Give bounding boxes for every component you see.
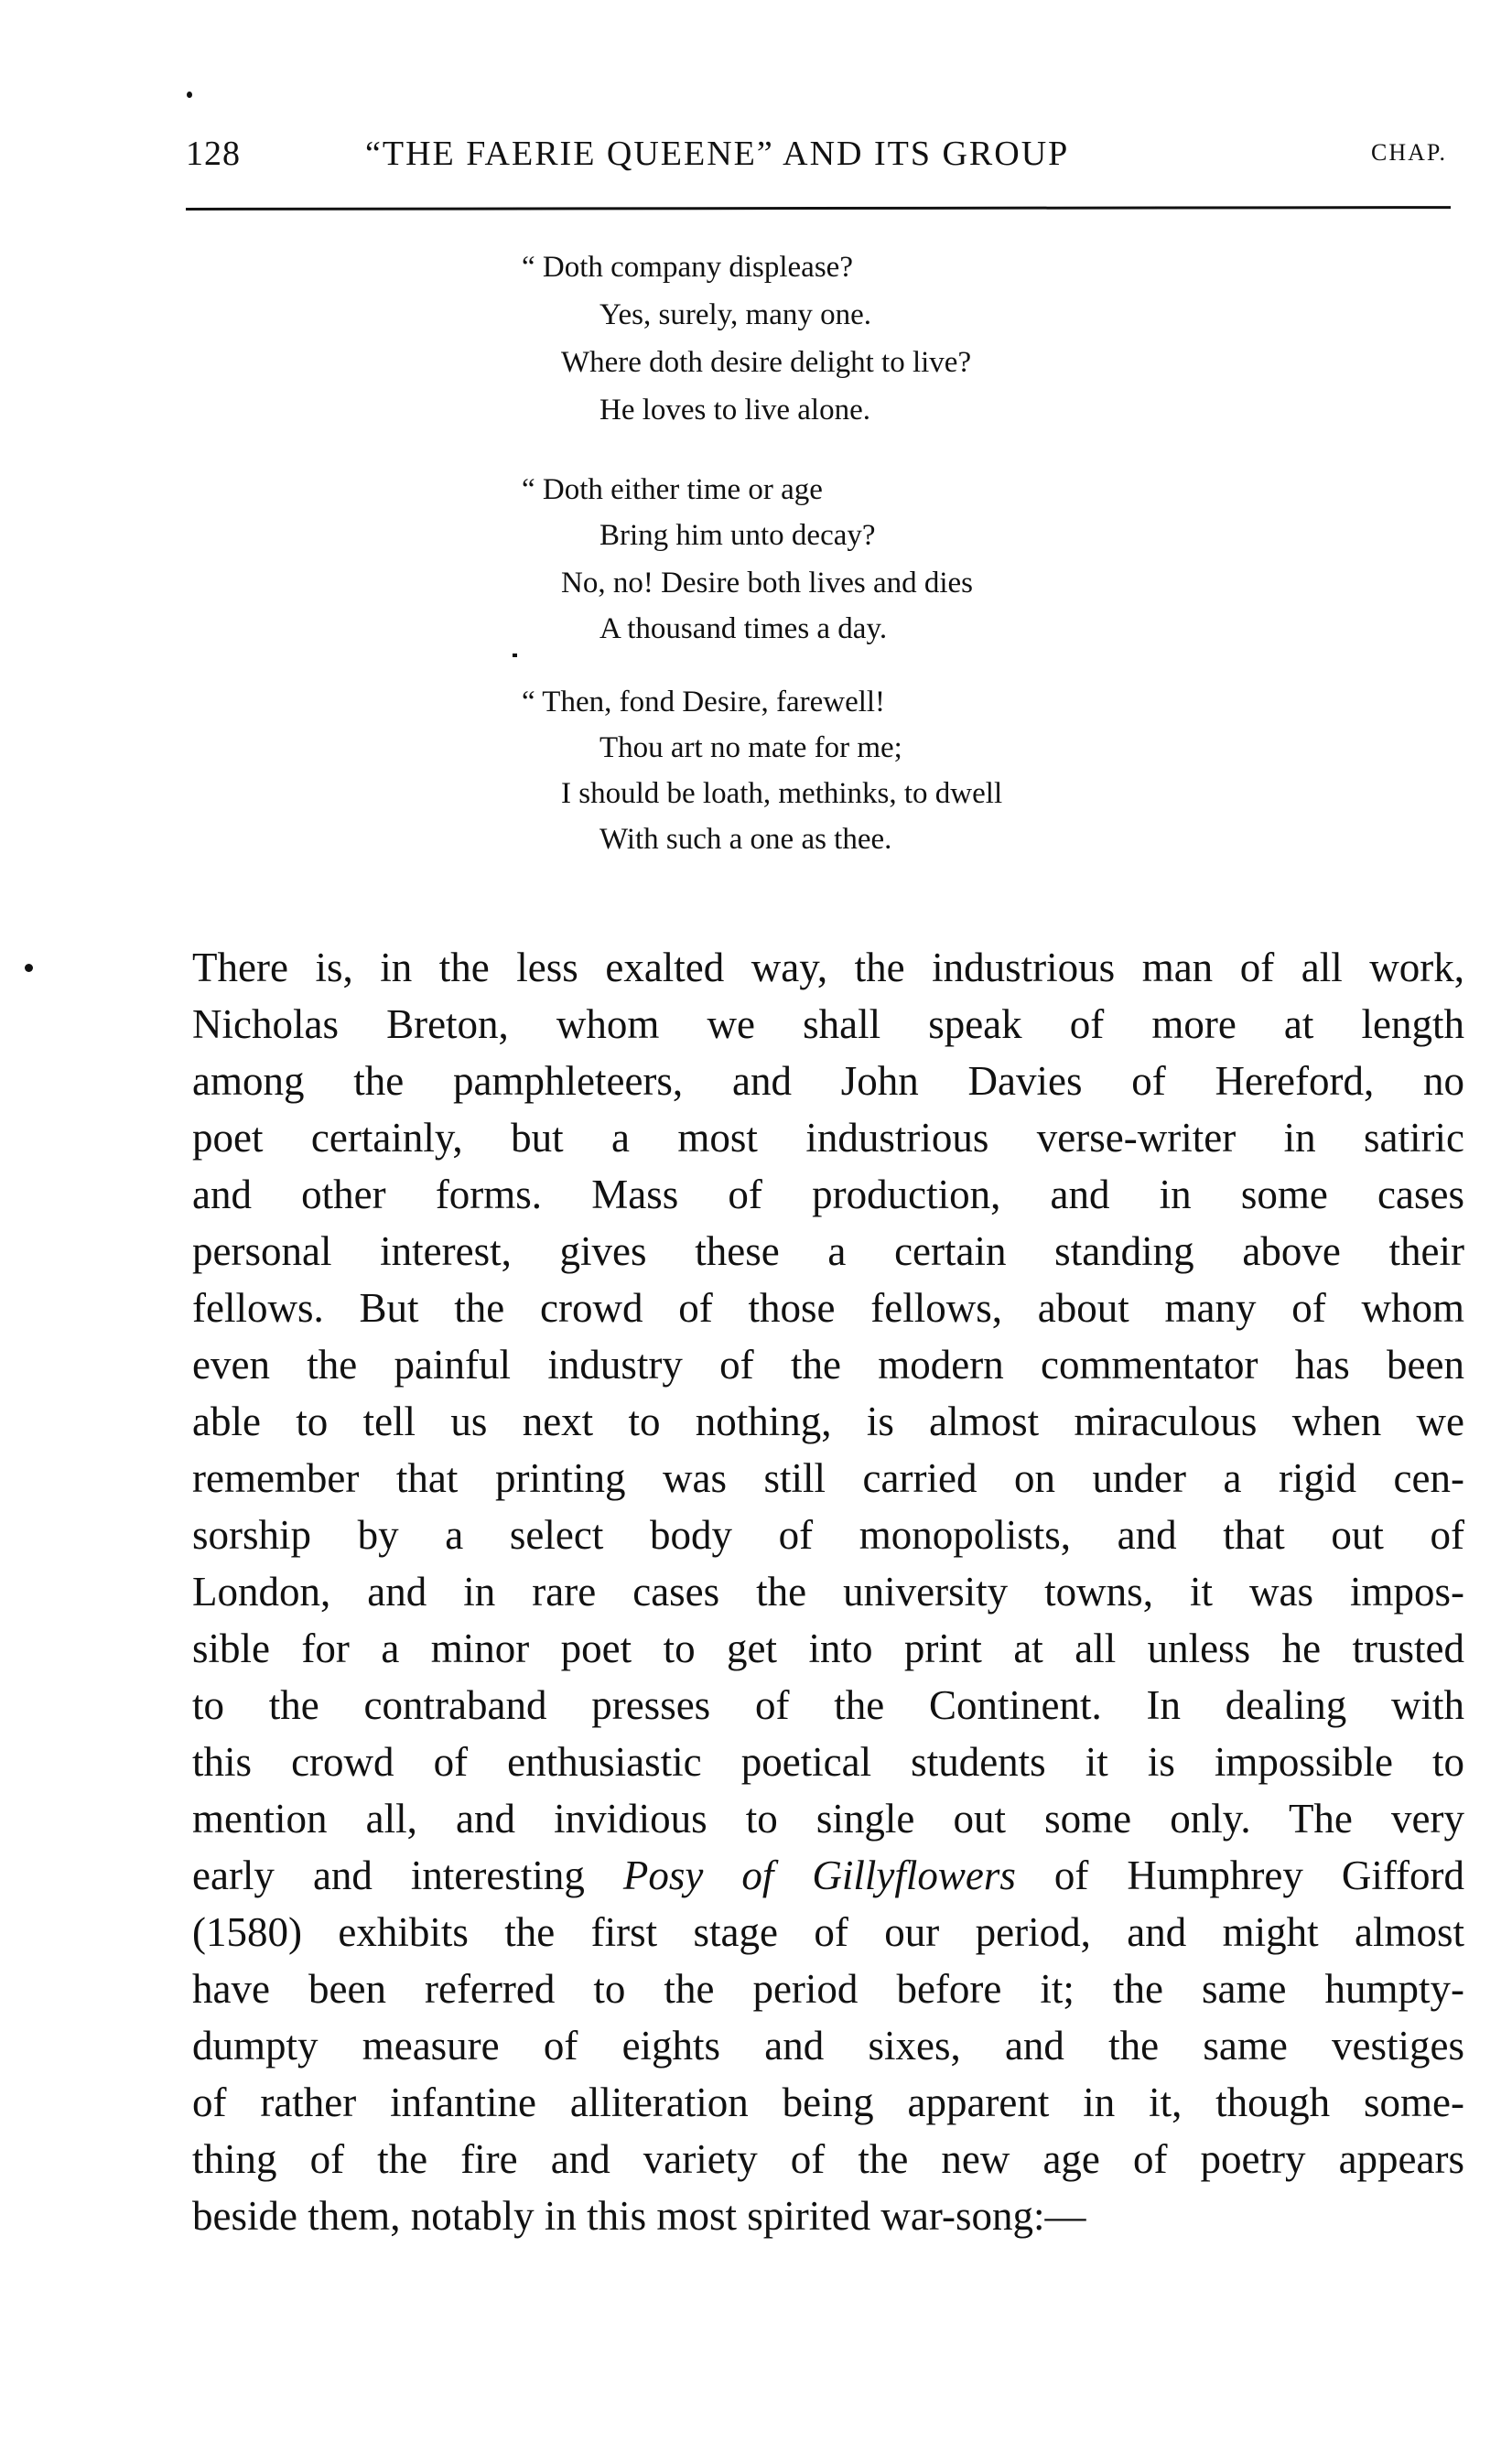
paragraph-line: able to tell us next to nothing, is almost miraculous when we <box>192 1399 1464 1444</box>
paragraph-line: thing of the fire and variety of the new age of poetry appears <box>192 2136 1464 2182</box>
paragraph-line <box>192 1850 1464 1901</box>
paragraph-line: personal interest, gives these a certain standing above their <box>192 1228 1464 1274</box>
paragraph-line: sible for a minor poet to get into print at all unless he trusted <box>192 1626 1464 1671</box>
verse-line: A thousand times a day. <box>599 612 888 645</box>
verse-line: He loves to live alone. <box>599 394 871 427</box>
verse-line: Bring him unto decay? <box>599 519 876 552</box>
verse-line: Yes, surely, many one. <box>599 298 871 331</box>
paragraph-line: Nicholas Breton, whom we shall speak of more at length <box>192 1001 1464 1047</box>
paragraph-line: mention all, and invidious to single out some only. The very <box>192 1796 1464 1842</box>
paragraph-line: and other forms. Mass of production, and in some cases <box>192 1172 1464 1217</box>
chapter-label: CHAP. <box>1371 139 1447 166</box>
verse-line: Thou art no mate for me; <box>599 731 902 764</box>
running-title: “THE FAERIE QUEENE” AND ITS GROUP <box>365 135 1070 173</box>
verse-line: Where doth desire delight to live? <box>561 346 972 379</box>
paragraph-line: even the painful industry of the modern commentator has been <box>192 1342 1464 1388</box>
verse-line: I should be loath, methinks, to dwell <box>561 777 1003 810</box>
paragraph-line: remember that printing was still carried on under a rigid cen- <box>192 1455 1464 1501</box>
paragraph-line: (1580) exhibits the first stage of our period, and might almost <box>192 1909 1464 1955</box>
verse-line: No, no! Desire both lives and dies <box>561 567 973 600</box>
paragraph-line: sorship by a select body of monopolists, and that out of <box>192 1512 1464 1558</box>
verse-line: “ Doth either time or age <box>522 473 823 506</box>
running-head <box>186 134 1451 179</box>
paragraph-line: There is, in the less exalted way, the industrious man of all work, <box>192 945 1464 990</box>
scan-speck <box>513 654 517 657</box>
paragraph-line: fellows. But the crowd of those fellows, about many of whom <box>192 1285 1464 1331</box>
paragraph-line: dumpty measure of eights and sixes, and the same vestiges <box>192 2023 1464 2069</box>
book-title-italic: Posy of Gillyflowers <box>622 1853 1016 1898</box>
paragraph-line: have been referred to the period before it; the same humpty- <box>192 1966 1464 2012</box>
paragraph-line: of rather infantine alliteration being apparent in it, though some- <box>192 2080 1464 2125</box>
text-run: of Humphrey Gifford <box>1015 1853 1464 1898</box>
text-run: early and interesting <box>192 1853 623 1898</box>
verse-line: “ Doth company displease? <box>522 251 853 284</box>
paragraph-line: beside them, notably in this most spirited war-song:— <box>192 2193 1086 2239</box>
paragraph-line: to the contraband presses of the Continent. In dealing with <box>192 1682 1464 1728</box>
scan-speck <box>187 92 192 98</box>
paragraph-line: among the pamphleteers, and John Davies of Hereford, no <box>192 1058 1464 1104</box>
header-rule <box>186 206 1451 211</box>
paragraph-line: this crowd of enthusiastic poetical students it is impossible to <box>192 1739 1464 1785</box>
verse-line: “ Then, fond Desire, farewell! <box>522 686 886 718</box>
page-number: 128 <box>186 135 241 173</box>
verse-line: With such a one as thee. <box>599 823 892 856</box>
scan-speck <box>25 964 33 972</box>
paragraph-line: poet certainly, but a most industrious verse-writer in satiric <box>192 1115 1464 1161</box>
paragraph-line: London, and in rare cases the university towns, it was impos- <box>192 1569 1464 1615</box>
